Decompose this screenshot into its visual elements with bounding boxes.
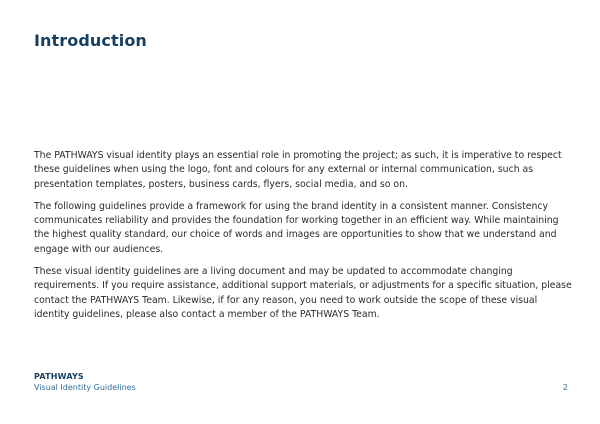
footer-brand: PATHWAYS (34, 372, 84, 381)
page-number: 2 (562, 383, 568, 392)
paragraph-1: The PATHWAYS visual identity plays an essential role in promoting the project; as such, it is imperative to respect these guidelines when using the logo, font and colours for any external or internal communication, such as presentation templates, posters, business cards, flyers, social media, and so on. (34, 150, 562, 190)
paragraph-2: The following guidelines provide a framework for using the brand identity in a consistent manner. Consistency communicates reliability and provides the foundation for working together in an efficient way. While maintaining the highest quality standard, our choice of words and images are opportunities to show that we understand and engage with our audiences. (34, 200, 559, 255)
page-title: Introduction (34, 31, 147, 50)
paragraph-3: These visual identity guidelines are a living document and may be updated to accommodate changing requirements. If you require assistance, additional support materials, or adjustments for a specific situation, please contact the PATHWAYS Team. Likewise, if for any reason, you need to work outside the scope of these visual identity guidelines, please also contact a member of the PATHWAYS Team. (34, 266, 572, 320)
body-text (34, 149, 574, 330)
footer-subtitle: Visual Identity Guidelines (34, 383, 136, 392)
